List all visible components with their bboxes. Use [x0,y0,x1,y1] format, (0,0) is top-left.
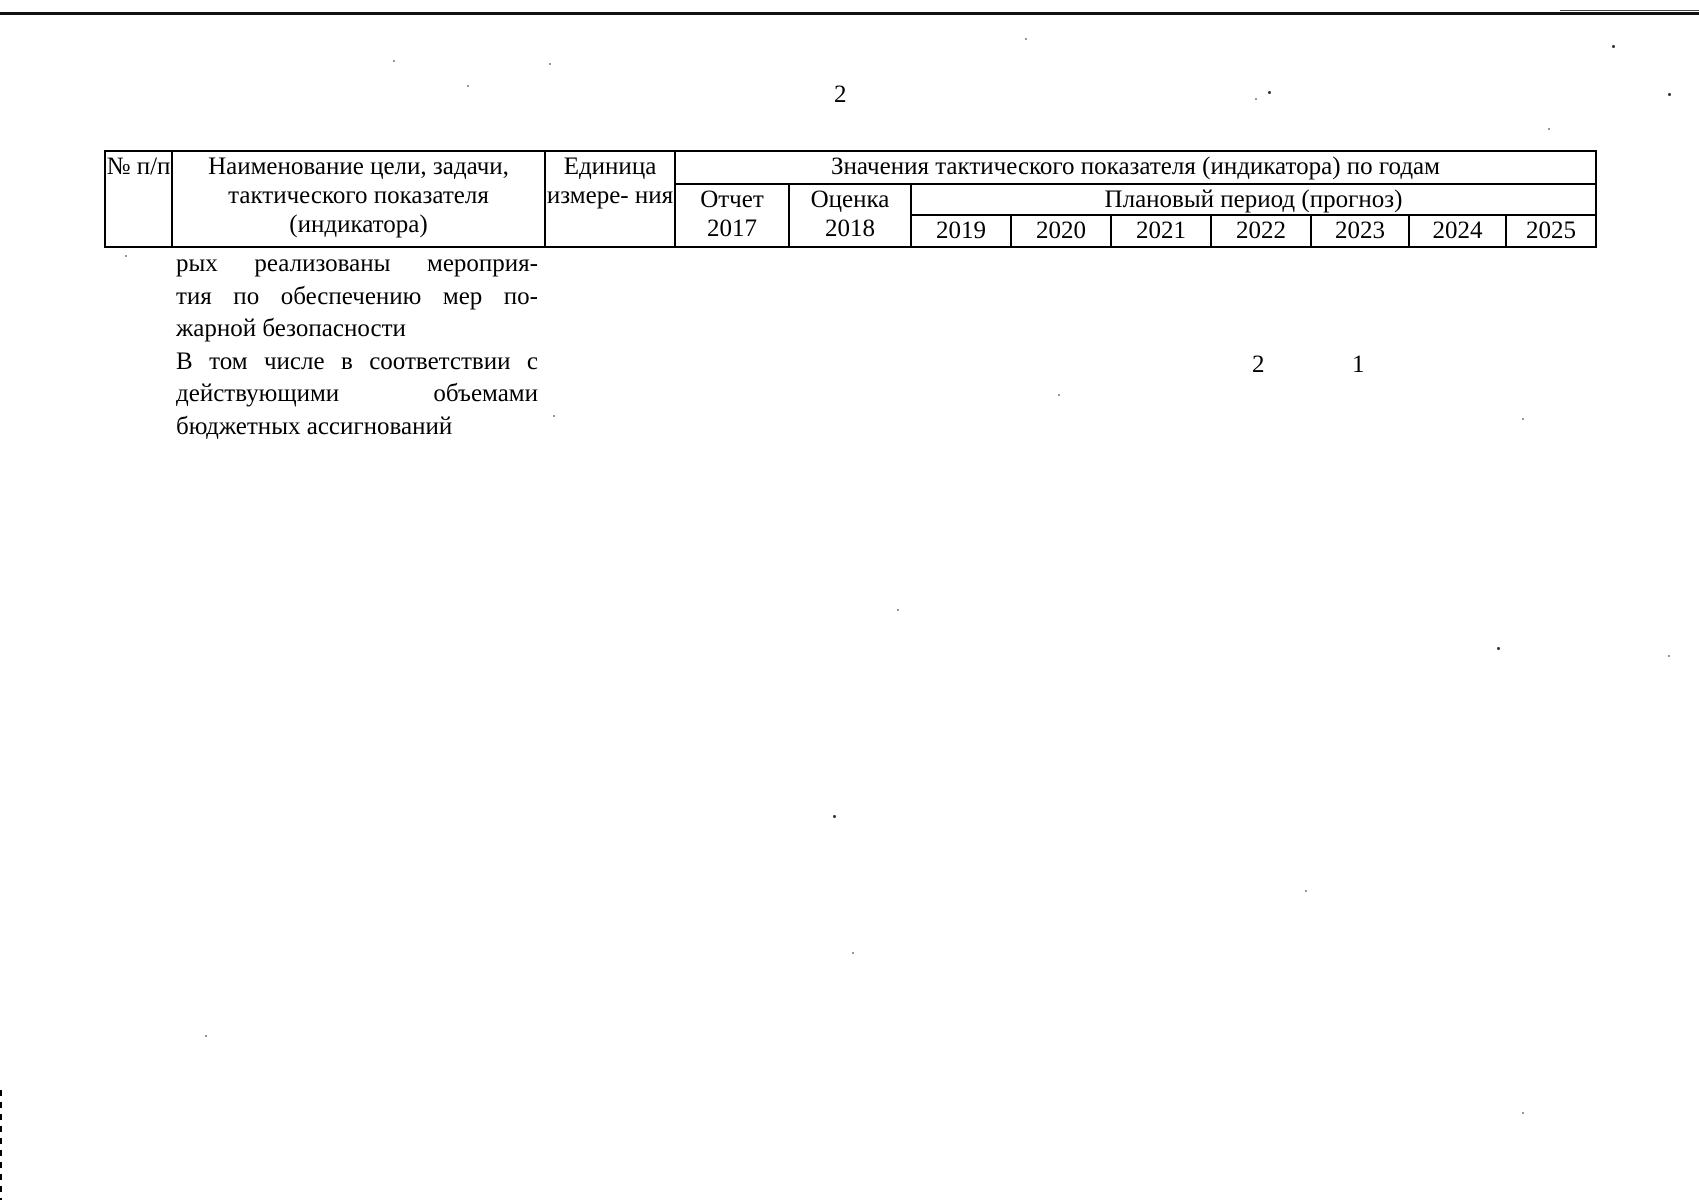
scan-speck [833,815,836,818]
year-2019-header: 2019 [911,215,1011,247]
scan-speck [549,63,551,65]
continuation-line: В том числе в соответствии с [176,347,538,375]
scan-speck [393,60,395,62]
values-group-header: Значения тактического показателя (индикатора) по годам [675,151,1596,184]
col-unit-header: Единица измере- ния [545,151,675,247]
scan-speck [1668,93,1671,96]
continuation-line: жарной безопасности [176,315,406,342]
year-2025-header: 2025 [1506,215,1596,247]
col-name-header: Наименование цели, задачи, тактического показателя (индикатора) [172,151,545,247]
continuation-line: рых реализованы мероприя- [176,250,538,277]
scan-speck [125,255,127,257]
report-2017-header: Отчет 2017 [675,184,789,247]
page-number: 2 [834,81,847,108]
estimate-2018-header: Оценка 2018 [789,184,911,247]
scan-speck [467,85,469,87]
scan-speck [1025,38,1027,40]
continuation-line: бюджетных ассигнований [176,412,453,440]
year-2023-header: 2023 [1311,215,1409,247]
scan-speck [1305,890,1307,892]
scan-speck [1268,91,1271,94]
scan-edge-marks [0,1090,2,1200]
scan-speck [897,609,899,611]
year-2022-header: 2022 [1211,215,1311,247]
scan-speck [205,1035,207,1037]
year-2021-header: 2021 [1111,215,1211,247]
scan-speck [1522,418,1524,420]
scan-speck [1255,98,1257,100]
col-number-header: № п/п [105,151,172,247]
scan-speck [553,415,555,417]
plan-period-header: Плановый период (прогноз) [911,184,1596,215]
scan-speck [852,952,854,954]
scan-speck [1668,655,1670,657]
continuation-line: действующими объемами [176,380,538,407]
value-2023: 1 [1352,351,1365,378]
scan-border-line [0,12,1699,15]
indicator-table-header [104,150,1597,248]
year-2024-header: 2024 [1409,215,1506,247]
value-2022: 2 [1252,351,1265,378]
scan-border-line-thin [1560,10,1699,11]
continuation-line: тия по обеспечению мер по- [176,282,538,310]
scan-speck [1548,128,1550,130]
scan-speck [1612,45,1615,48]
scan-speck [1058,394,1060,396]
scan-speck [1497,647,1500,650]
scan-speck [1522,1112,1524,1114]
year-2020-header: 2020 [1011,215,1111,247]
indicator-name-continuation [176,248,538,443]
